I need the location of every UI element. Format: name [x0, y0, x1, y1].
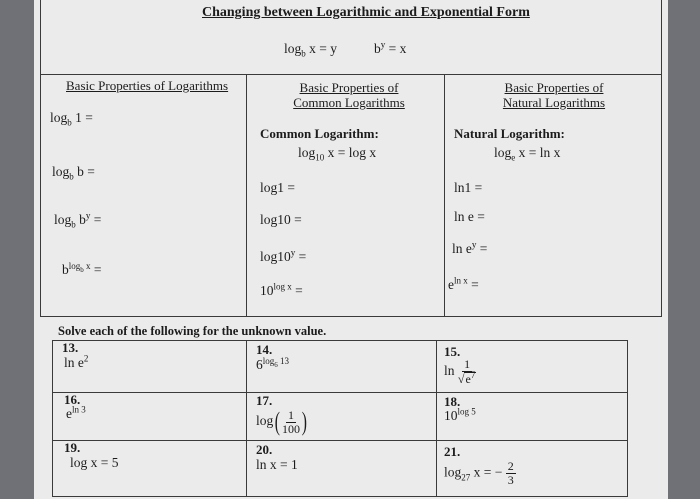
page-title: Changing between Logarithmic and Exponential Form: [202, 5, 530, 20]
problem-13: [64, 355, 88, 371]
natural-row-3-base: ln e: [452, 241, 472, 256]
table-rule: [52, 496, 628, 497]
log-form-formula: [284, 41, 337, 57]
natural-def: [494, 145, 560, 161]
problem-14-base: 6: [256, 357, 263, 372]
problem-17-fraction: [282, 409, 300, 436]
problem-20: ln x = 1: [256, 457, 298, 472]
basic-row-1: [50, 110, 93, 126]
table-rule: [52, 340, 628, 341]
basic-row-1-log: log: [50, 110, 68, 125]
problem-15-radicand-sup: 7: [470, 370, 476, 380]
problem-13-sup: 2: [83, 353, 89, 364]
basic-row-2-log: log: [52, 164, 70, 179]
problem-19: log x = 5: [70, 455, 119, 470]
natural-row-3-sup: y: [471, 239, 477, 250]
problem-18-base: 10: [444, 408, 458, 423]
natural-def-rest: x = ln x: [515, 145, 561, 160]
problem-14-number: 14.: [256, 342, 273, 357]
problem-13-number: 13.: [62, 340, 79, 355]
left-paren: (: [275, 407, 281, 436]
problem-17-number: 17.: [256, 393, 273, 408]
problem-17-numerator: 1: [287, 407, 294, 422]
problem-15-numerator: 1: [464, 357, 471, 371]
problem-21-log: log: [444, 464, 462, 480]
basic-row-3: [54, 212, 101, 228]
formula-exp-rest: = x: [385, 41, 407, 56]
problem-18-sup: log 5: [457, 406, 476, 417]
problem-21: [444, 460, 516, 487]
natural-header-line1: Basic Properties of: [504, 80, 604, 95]
basic-row-3-log: log: [54, 212, 72, 227]
problem-13-base: ln e: [64, 355, 84, 370]
common-def-log: log: [298, 145, 316, 160]
problem-15-radical: √ $e^7$: [457, 370, 476, 386]
worksheet: [34, 0, 668, 499]
basic-header: Basic Properties of Logarithms: [66, 78, 229, 93]
problem-17: [256, 407, 309, 437]
formula-exp-sup: y: [380, 39, 386, 50]
table-rule: [246, 74, 247, 316]
table-rule: [627, 340, 628, 497]
problem-21-denominator: 3: [507, 473, 514, 487]
problem-18: [444, 408, 476, 424]
problem-17-denominator: 100: [281, 421, 300, 436]
basic-row-2: [52, 164, 95, 180]
common-row-3-sup: y: [290, 247, 296, 258]
common-row-2: log10 =: [260, 212, 302, 227]
natural-row-3: [452, 241, 487, 257]
problem-16-number: 16.: [64, 392, 81, 407]
basic-row-1-rest: 1 =: [71, 110, 93, 125]
natural-row-4-sup: ln x: [454, 275, 468, 286]
common-row-4-rest: =: [291, 283, 303, 298]
problem-21-number: 21.: [444, 444, 461, 459]
problem-18-number: 18.: [444, 394, 461, 409]
basic-row-4-supsub: b: [80, 265, 84, 274]
basic-row-2-base: b: [69, 171, 74, 182]
problem-20-number: 20.: [256, 442, 273, 457]
problem-15-number: 15.: [444, 344, 461, 359]
basic-row-3-sup: y: [85, 210, 91, 221]
problem-15-ln: ln: [444, 363, 455, 379]
common-header: [284, 80, 414, 110]
problem-21-rest: x = −: [470, 464, 503, 480]
table-rule: [444, 74, 445, 316]
basic-row-4-supx: x: [83, 260, 91, 271]
formula-log-base: b: [301, 48, 306, 59]
common-def-base: 10: [315, 152, 325, 163]
problem-15-fraction: [458, 358, 476, 386]
common-def: [298, 145, 376, 161]
problem-14-sup: log: [262, 355, 275, 366]
problem-14: [256, 357, 289, 373]
problem-19-number: 19.: [64, 440, 81, 455]
problem-16-base: e: [66, 406, 72, 421]
natural-header: [474, 80, 634, 110]
basic-row-4-base: b: [62, 262, 69, 277]
common-row-3: [260, 249, 306, 265]
common-row-4: [260, 283, 303, 299]
common-row-4-sup: log x: [273, 281, 292, 292]
common-row-3-rest: =: [295, 249, 307, 264]
table-rule: [40, 0, 41, 317]
common-header-line1: Basic Properties of: [299, 80, 399, 95]
table-rule: [52, 392, 628, 393]
common-def-rest: x = log x: [324, 145, 377, 160]
problem-16: [66, 406, 86, 422]
formula-log: log: [284, 41, 302, 56]
natural-row-2: ln e =: [454, 209, 485, 224]
basic-row-3-b: b: [75, 212, 86, 227]
formula-exp-base: b: [374, 41, 381, 56]
formula-log-rest: x = y: [305, 41, 338, 56]
problem-21-fraction: [506, 460, 516, 487]
basic-row-1-base: b: [67, 117, 72, 128]
natural-def-base: e: [511, 152, 516, 163]
problem-14-supx: 13: [277, 355, 290, 366]
common-row-1: log1 =: [260, 180, 295, 195]
common-def-label: Common Logarithm:: [260, 126, 379, 141]
natural-def-log: log: [494, 145, 512, 160]
table-rule: [52, 340, 53, 497]
basic-row-2-rest: b =: [73, 164, 95, 179]
problem-15-radicand: e: [465, 372, 471, 386]
problem-15: [444, 358, 476, 386]
basic-row-4-rest: =: [90, 262, 102, 277]
table-rule: [52, 440, 628, 441]
natural-row-4-rest: =: [467, 277, 479, 292]
natural-row-4: [448, 277, 479, 293]
basic-row-3-base: b: [71, 219, 76, 230]
natural-row-3-rest: =: [476, 241, 488, 256]
solve-instruction: Solve each of the following for the unknown value.: [58, 324, 327, 338]
right-paren: ): [301, 407, 307, 436]
basic-row-4: [62, 262, 102, 278]
natural-row-1: ln1 =: [454, 180, 483, 195]
table-rule: [40, 74, 662, 75]
basic-row-3-rest: =: [90, 212, 102, 227]
exp-form-formula: [374, 41, 406, 57]
table-rule: [246, 340, 247, 497]
problem-14-supsub: 6: [274, 360, 278, 369]
problem-21-base: 27: [461, 472, 471, 483]
natural-row-4-base: e: [448, 277, 454, 292]
problem-21-numerator: 2: [507, 459, 514, 473]
natural-header-line2: Natural Logarithms: [502, 95, 606, 110]
common-row-3-base: log10: [260, 249, 291, 264]
common-header-line2: Common Logarithms: [293, 95, 405, 110]
table-rule: [40, 316, 662, 317]
problem-16-sup: ln 3: [72, 404, 86, 415]
basic-row-4-sup: log: [68, 260, 81, 271]
natural-def-label: Natural Logarithm:: [454, 126, 565, 141]
problem-17-log: log: [256, 413, 274, 429]
common-row-4-base: 10: [260, 283, 274, 298]
table-rule: [436, 340, 437, 497]
table-rule: [661, 0, 662, 317]
